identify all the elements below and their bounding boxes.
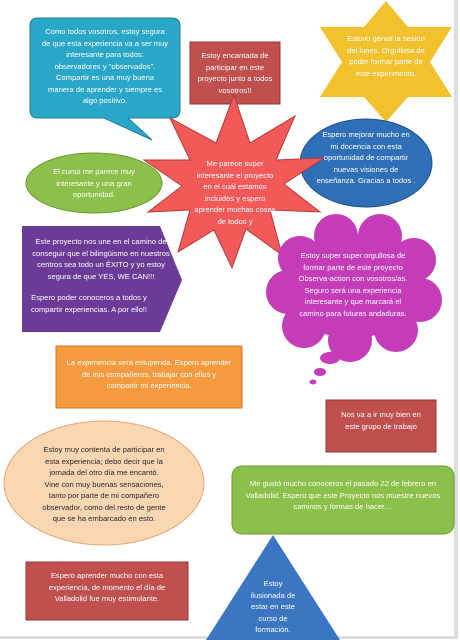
note-cloud: Estoy super super orgullosa de formar parte de este proyecto Observa-action con vosotros/as. Seguro será una experiencia interesante y que marcará el camino para futuras andaduras. bbox=[298, 251, 408, 318]
note-red-right: Nos va a ir muy bien en este grupo de trabajo bbox=[341, 410, 421, 431]
note-red-top: Estoy encantada de participar en este proyecto junto a todos vosotros!! bbox=[197, 51, 273, 95]
note-purple-pentagon-2: Espero poder conoceros a todos y compartir experiencias. A por ello!! bbox=[30, 293, 148, 314]
note-purple-pentagon-1: Este proyecto nos une en el camino de conseguir que el bilingüismo en nuestros centros sea todo un ÉXITO y yo estoy segura de que YES, WE CAN!!! bbox=[32, 237, 170, 281]
note-blue-ellipse: Espero mejorar mucho en mi docencia con esta oportunidad de compartir nuevas visiones de enseñanza. Gracias a todos . bbox=[316, 130, 416, 185]
note-red-bottom: Espero aprender mucho con esta experiencia, de momento el día de Valladolid fue muy estimulante. bbox=[48, 571, 166, 603]
note-star: Estuvo genial la sesión del lunes. Orgullosa de poder formar parte de este experimento. bbox=[347, 34, 425, 78]
note-cyan-callout: Como todos vosotros, estoy segura de que esta experiencia va a ser muy interesante para todos: observadores y "observados". Compartir es una muy buena manera de aprender y siempre es algo positivo. bbox=[41, 27, 169, 105]
note-lime-rounded: Me gustó mucho conoceros el pasado 22 de febrero en Valladolid. Espero que este Proyecto nos muestre nuevos caminos y formas de hacer.... bbox=[245, 479, 441, 511]
note-burst: Me parece super interesante el proyecto en el cuál estamos incluidos y espero aprender muchas cosas de todos y bbox=[194, 159, 276, 226]
note-triangle: Estoy ilusionada de estar en este curso de formación. bbox=[250, 579, 296, 634]
note-peach-oval: Estoy muy contenta de participar en esta experiencia; debo decir que la jornada del otro día me encantó. Vine con muy buenas sensaciones, tanto por parte de mi compañero observador, como del resto de gente que se ha embarcado en esto. bbox=[42, 445, 166, 523]
note-green-oval: El curso me parece muy interesante y una gran oportunidad. bbox=[53, 167, 135, 199]
note-orange-box: La experiencia será estupenda. Espero aprender de mis compañeros, trabajar con ellos y compartir mi experiencia. bbox=[66, 358, 232, 390]
